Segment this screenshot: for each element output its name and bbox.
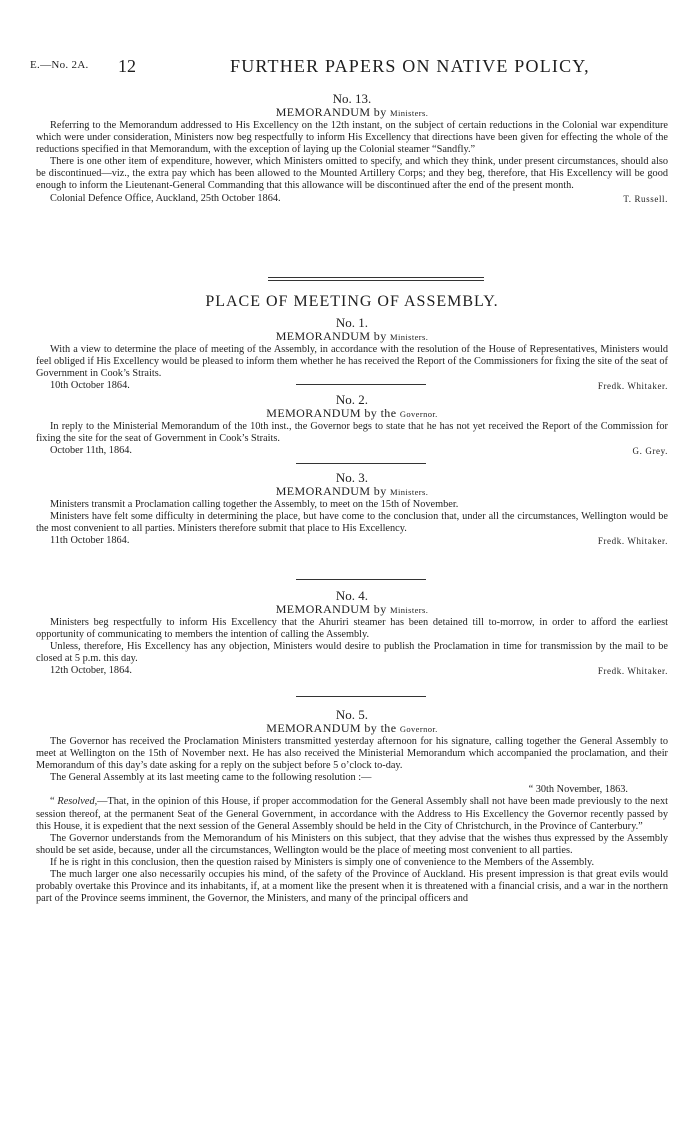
resolution-text: —That, in the opinion of this House, if proper accommodation for the General Assembly shall not have been made previously to the next session thereof, at the permanent Seat of the General Government, in accordance with the Address to His Excellency the Governor recently passed by this House, it is expedient that the next session of the General Assembly should be held in the City of Christchurch, in the Province of Canterbury.”: [36, 796, 669, 832]
memo-author: Governor.: [399, 409, 438, 419]
memorandum-no-4: [36, 588, 668, 677]
page-number: 12: [118, 56, 136, 76]
divider: [296, 384, 426, 385]
memorandum-no-2: [36, 392, 668, 457]
paragraph: Referring to the Memorandum addressed to His Excellency on the 12th instant, on the subject of certain reductions in the Colonial war expenditure which were under consideration, Ministers now beg respectfully to inform His Excellency that directions have been given for effecting the whole of the reductions specified in that Memorandum, with the exception of laying up the Colonial steamer “Sandfly.”: [36, 120, 668, 156]
memo-heading: [36, 330, 668, 344]
memo-heading-text: MEMORANDUM by: [275, 329, 387, 343]
paper-reference: E.—No. 2A.: [30, 59, 89, 71]
paragraph: The much larger one also necessarily occupies his mind, of the safety of the Province of Auckland. His present impression is that great evils would probably overtake this Province and its inhabitants, if, at a moment like the present when it is threatened with a financial crisis, and a war in the northern part of the Province seems imminent, the Governor, the Ministers, and many of the principal officers and: [36, 869, 668, 905]
memo-heading: [36, 106, 668, 120]
memo-heading: [36, 603, 668, 617]
memo-author: Ministers.: [390, 332, 429, 342]
signature-line: [36, 193, 668, 205]
divider: [296, 463, 426, 464]
paragraph: There is one other item of expenditure, however, which Ministers omitted to specify, and which they think, under present circumstances, should also be discontinued—viz., the extra pay which has been allowed to the Mounted Artillery Corps; and they beg, therefore, that His Excellency will be good enough to inform the Lieutenant-General Commanding that this allowance will be discontinued after the end of the present month.: [36, 156, 668, 192]
signature: Fredk. Whitaker.: [597, 666, 668, 677]
paragraph: Ministers transmit a Proclamation calling together the Assembly, to meet on the 15th of November.: [50, 499, 459, 510]
memo-date: 11th October 1864.: [50, 535, 130, 547]
paragraph: The Governor has received the Proclamation Ministers transmitted yesterday afternoon for his signature, calling together the General Assembly to meet at Wellington on the 15th of November next. He has also received the Ministerial Memorandum which accompanied the proclamation, and their Memorandum of this day’s date asking for a reply on the subject before 5 o’clock to-day.: [36, 736, 668, 772]
memo-heading-text: MEMORANDUM by: [275, 484, 387, 498]
signature: Fredk. Whitaker.: [597, 536, 668, 547]
memorandum-no-13: [36, 91, 668, 205]
paragraph: Ministers beg respectfully to inform His Excellency that the Ahuriri steamer has been detained till to-morrow, in order to afford the earliest opportunity of communicating to members the intention of calling the Assembly.: [36, 617, 668, 641]
signature: G. Grey.: [632, 446, 668, 457]
memo-heading: [36, 485, 668, 499]
resolution: “ Resolved,—That, in the opinion of this House, if proper accommodation for the General Assembly shall not have been made previously to the next session thereof, at the permanent Seat of the General Government, in accordance with the Address to His Excellency the Governor recently passed by this House, it is expedient that the next session of the General Assembly should be held in the City of Christchurch, in the Province of Canterbury.”: [36, 796, 669, 832]
paragraph: With a view to determine the place of meeting of the Assembly, in accordance with the resolution of the House of Representatives, Ministers would feel obliged if His Excellency would be pleased to inform them whether he has received the Report of the Commissioners for fixing the site of the seat of Government in Cook’s Straits.: [36, 344, 668, 380]
divider: [268, 277, 484, 278]
resolution-date: “ 30th November, 1863.: [528, 784, 628, 796]
memo-number: No. 4.: [335, 588, 369, 603]
memo-number: No. 3.: [335, 470, 369, 485]
memo-heading-text: MEMORANDUM by the: [266, 721, 397, 735]
paragraph: Ministers have felt some difficulty in determining the place, but have come to the conclusion that, under all the circumstances, Wellington would be the most convenient to all parties. Ministers therefore submit that place to His Excellency.: [36, 511, 668, 535]
page-header: [30, 56, 676, 79]
signature: T. Russell.: [623, 193, 668, 204]
signature: Fredk. Whitaker.: [597, 381, 668, 392]
memo-author: Ministers.: [390, 605, 429, 615]
memo-author: Ministers.: [390, 108, 429, 118]
memo-number: No. 5.: [335, 707, 369, 722]
signature-line: [36, 665, 668, 677]
paragraph: If he is right in this conclusion, then the question raised by Ministers is simply one of convenience to the Members of the Assembly.: [50, 856, 595, 868]
divider: [296, 579, 426, 580]
paragraph: The Governor understands from the Memorandum of his Ministers on this subject, that they advise that the wishes thus expressed by the Assembly should be set aside, because, under all the circumstances, Wellington would be the place of meeting most convenient to all parties.: [36, 832, 668, 856]
resolution-label: Resolved,: [57, 796, 98, 808]
paragraph: In reply to the Ministerial Memorandum of the 10th inst., the Governor begs to state that he has not yet received the Report of the Commission for fixing the site for the seat of Government in Cook’s Straits.: [36, 421, 668, 445]
memo-author: Ministers.: [390, 487, 429, 497]
memorandum-no-1: [36, 315, 668, 392]
memo-number: No. 1.: [335, 315, 369, 330]
memorandum-no-5: [36, 707, 668, 905]
signature-line: [36, 535, 668, 547]
memo-number: No. 2.: [335, 392, 369, 407]
divider: [268, 280, 484, 281]
signature-line: [36, 380, 668, 392]
memo-heading-text: MEMORANDUM by: [275, 602, 387, 616]
memo-heading: [36, 722, 668, 736]
place-date: Colonial Defence Office, Auckland, 25th October 1864.: [50, 192, 281, 204]
paragraph: Unless, therefore, His Excellency has any objection, Ministers would desire to publish the Proclamation in time for transmission by the mail to be closed at 5 p.m. this day.: [36, 641, 668, 665]
signature-line: [36, 445, 668, 457]
memo-heading: [36, 407, 668, 421]
memo-author: Governor.: [399, 724, 438, 734]
paragraph: The General Assembly at its last meeting came to the following resolution :—: [50, 772, 372, 784]
running-title: FURTHER PAPERS ON NATIVE POLICY,: [230, 56, 590, 76]
memo-heading-text: MEMORANDUM by the: [266, 406, 397, 420]
memo-date: 12th October, 1864.: [50, 665, 132, 677]
memorandum-no-3: [36, 470, 668, 547]
memo-date: 10th October 1864.: [50, 380, 130, 392]
memo-date: October 11th, 1864.: [50, 445, 132, 457]
section-title: PLACE OF MEETING OF ASSEMBLY.: [205, 293, 499, 310]
divider: [296, 696, 426, 697]
memo-number: No. 13.: [332, 91, 372, 106]
memo-heading-text: MEMORANDUM by: [275, 105, 387, 119]
